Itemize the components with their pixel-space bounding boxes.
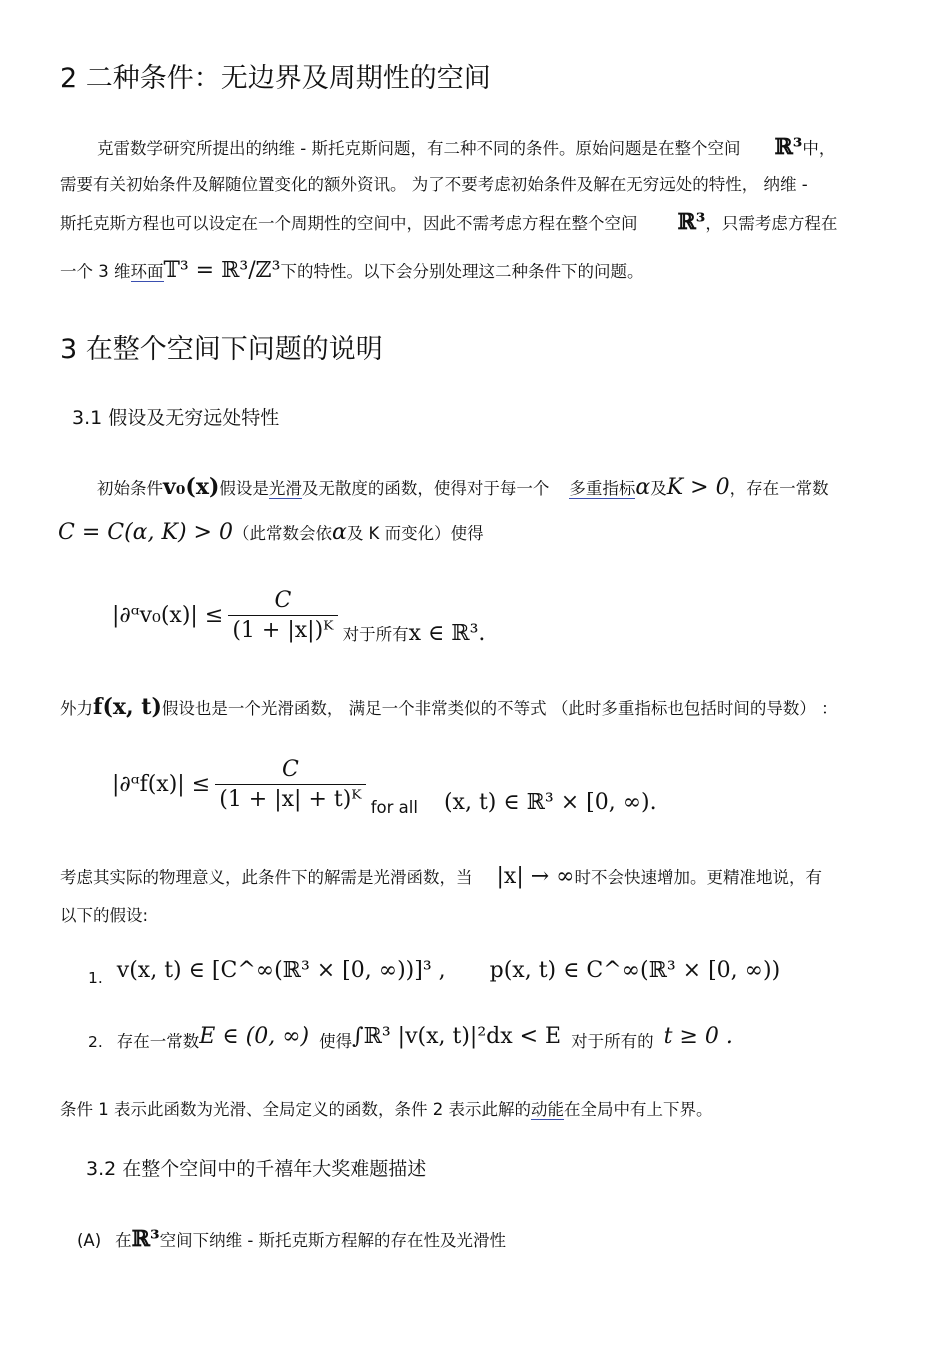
condition-2 xyxy=(88,1024,733,1052)
eq1-numerator: C xyxy=(274,588,292,613)
problem-a-label: (A) xyxy=(77,1231,102,1250)
text: （此常数会依 xyxy=(232,524,332,543)
eq1-lhs: |∂ᵅv₀(x)| ≤ xyxy=(112,603,224,628)
condition-1-number: 1. xyxy=(88,969,103,987)
condition-1-math-v: v(x, t) ∈ [C^∞(ℝ³ × [0, ∞))]³ , xyxy=(116,958,446,983)
text: 时不会快速增加。更精准地说，有 xyxy=(574,868,822,887)
math-k: K > 0 xyxy=(666,475,730,500)
math-constant: C = C(α, K) > 0 xyxy=(58,520,233,545)
text: ，存在一常数 xyxy=(729,479,829,498)
condition-1 xyxy=(88,958,780,987)
torus-link[interactable]: 环面 xyxy=(130,262,164,281)
sec2-paragraph-line-3 xyxy=(60,209,837,235)
sec31-paragraph-line-2 xyxy=(58,520,484,545)
section-2-heading: 2 二种条件：无边界及周期性的空间 xyxy=(60,63,491,94)
text: 在 xyxy=(115,1231,132,1250)
sec31-paragraph-line-5: 以下的假设: xyxy=(60,906,149,925)
text: 对于所有的 xyxy=(571,1032,654,1051)
condition-2-math-t: t ≥ 0 . xyxy=(663,1024,733,1049)
text: 条件 1 表示此函数为光滑、全局定义的函数，条件 2 表示此解的 xyxy=(60,1100,531,1119)
text: 下的特性。以下会分别处理这二种条件下的问题。 xyxy=(280,262,644,281)
text: 中， xyxy=(802,139,836,158)
text: 及无散度的函数，使得对于每一个 xyxy=(301,479,550,498)
math-alpha: α xyxy=(331,520,347,545)
math-v0: v₀(x) xyxy=(163,474,220,500)
text: 外力 xyxy=(60,699,93,718)
eq2-lhs: |∂ᵅf(x)| ≤ xyxy=(112,772,211,797)
math-r3: ℝ³ xyxy=(131,1226,160,1252)
section-3-heading: 3 在整个空间下问题的说明 xyxy=(60,334,383,365)
condition-2-math-integral: ∫ℝ³ |v(x, t)|²dx < E xyxy=(352,1024,562,1049)
subsection-3-2-heading: 3.2 在整个空间中的千禧年大奖难题描述 xyxy=(86,1158,427,1180)
eq1-fraction xyxy=(228,588,337,643)
math-force: f(x, t) xyxy=(93,694,162,720)
math-torus: 𝕋³ = ℝ³/ℤ³ xyxy=(163,258,281,283)
sec2-paragraph-line-1 xyxy=(97,134,835,160)
sec31-paragraph-line-3 xyxy=(60,694,838,720)
sec31-paragraph-line-6 xyxy=(60,1096,712,1120)
eq2-denominator: (1 + |x| + t)ᴷ xyxy=(215,784,365,812)
equation-2 xyxy=(112,757,657,817)
text: 存在一常数 xyxy=(116,1032,200,1051)
text: 假设也是一个光滑函数， 满足一个非常类似的不等式 （此时多重指标也包括时间的导数） ： xyxy=(161,699,838,718)
condition-2-number: 2. xyxy=(88,1033,103,1051)
eq1-denominator: (1 + |x|)ᴷ xyxy=(228,615,337,643)
math-r3: ℝ³ xyxy=(677,209,706,235)
multi-index-link[interactable]: 多重指标 xyxy=(569,479,636,498)
text: 一个 3 维 xyxy=(60,262,131,281)
text: ，只需考虑方程在 xyxy=(705,214,838,233)
kinetic-energy-link[interactable]: 动能 xyxy=(530,1100,564,1119)
subsection-3-1-heading: 3.1 假设及无穷远处特性 xyxy=(72,407,280,429)
equation-1 xyxy=(112,588,485,646)
text: 及 xyxy=(650,479,667,498)
eq1-condition: x ∈ ℝ³. xyxy=(408,621,486,646)
text: 初始条件 xyxy=(97,479,163,498)
eq2-condition: (x, t) ∈ ℝ³ × [0, ∞). xyxy=(443,790,657,815)
sec2-paragraph-line-2: 需要有关初始条件及解随位置变化的额外资讯。 为了不要考虑初始条件及解在无穷远处的特性， 纳维 - xyxy=(60,175,808,194)
problem-a xyxy=(77,1226,506,1252)
text: 斯托克斯方程也可以设定在一个周期性的空间中，因此不需考虑方程在整个空间 xyxy=(60,214,638,233)
sec2-paragraph-line-4 xyxy=(60,258,644,283)
eq2-for-all: for all xyxy=(370,798,418,817)
smooth-link[interactable]: 光滑 xyxy=(268,479,302,498)
sec31-paragraph-line-1 xyxy=(97,474,829,500)
sec31-paragraph-line-4 xyxy=(60,864,822,889)
text: 假设是 xyxy=(219,479,269,498)
text: 克雷数学研究所提出的纳维 - 斯托克斯问题，有二种不同的条件。原始问题是在整个空间 xyxy=(97,139,741,158)
condition-2-math-e: E ∈ (0, ∞) xyxy=(199,1024,310,1049)
text: 空间下纳维 - 斯托克斯方程解的存在性及光滑性 xyxy=(159,1231,507,1250)
eq2-fraction xyxy=(215,757,365,812)
math-r3: ℝ³ xyxy=(774,134,803,160)
math-alpha: α xyxy=(635,475,651,500)
eq1-for-all: 对于所有 xyxy=(342,625,409,644)
text: 使得 xyxy=(319,1032,353,1051)
text: 在全局中有上下界。 xyxy=(563,1100,713,1119)
text: 考虑其实际的物理意义，此条件下的解需是光滑函数，当 xyxy=(60,868,473,887)
eq2-numerator: C xyxy=(282,757,299,782)
text: 及 K 而变化）使得 xyxy=(346,524,484,543)
math-limit: |x| → ∞ xyxy=(496,864,575,889)
condition-1-math-p: p(x, t) ∈ C^∞(ℝ³ × [0, ∞)) xyxy=(489,958,781,983)
